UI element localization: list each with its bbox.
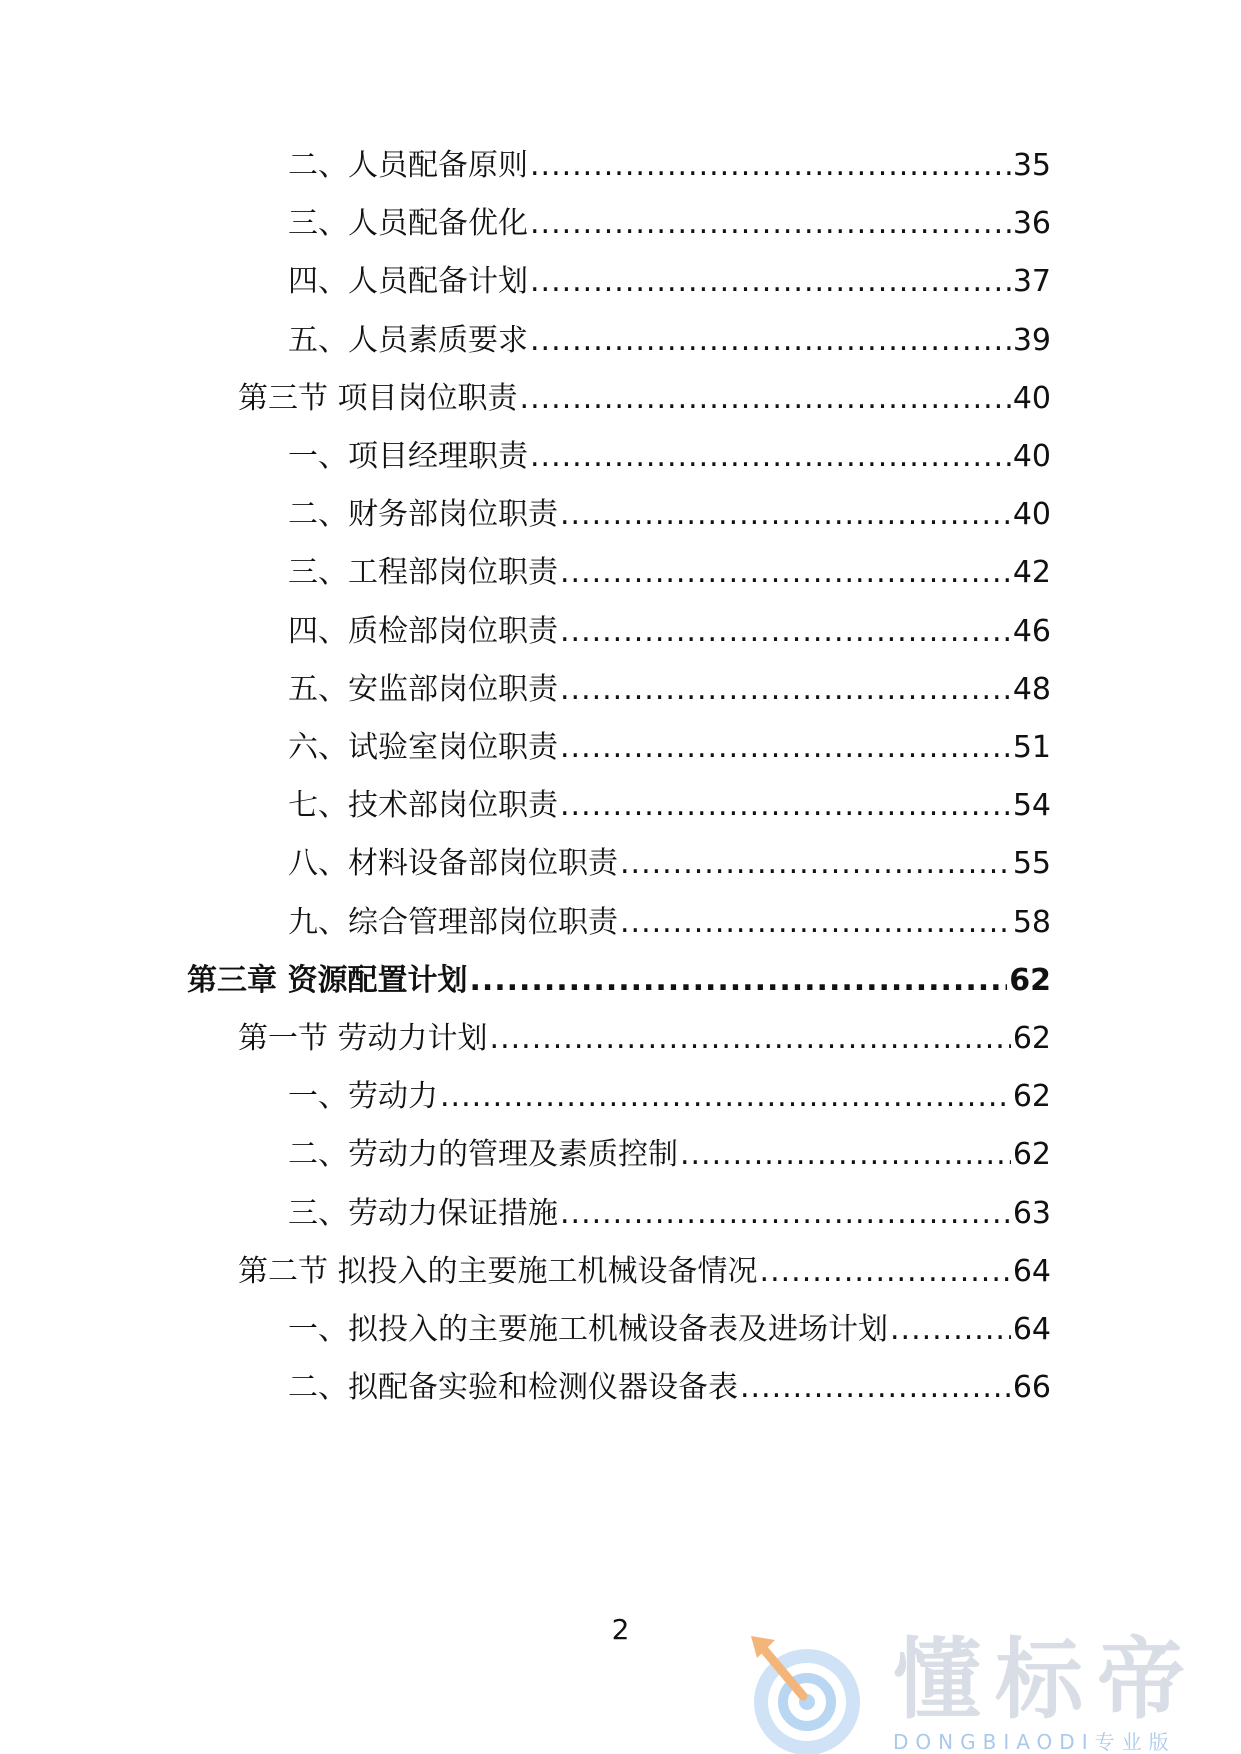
toc-dot-leader: [530, 260, 1011, 304]
toc-entry-page: 40: [1012, 497, 1051, 533]
toc-entry-page: 63: [1012, 1195, 1051, 1231]
toc-entry-page: 62: [1012, 1079, 1051, 1115]
toc-entry[interactable]: [238, 1250, 1051, 1294]
toc-entry-page: 51: [1012, 730, 1051, 765]
toc-entry-title: 八、材料设备部岗位职责: [288, 846, 618, 882]
toc-entry-page: 62: [1012, 1137, 1051, 1173]
toc-entry-title: 五、人员素质要求: [288, 322, 528, 358]
toc-entry[interactable]: [288, 202, 1051, 246]
toc-entry[interactable]: [288, 901, 1051, 945]
toc-entry[interactable]: [288, 435, 1051, 479]
toc-entry-title: 二、人员配备原则: [288, 148, 528, 183]
toc-entry-title: 第二节 拟投入的主要施工机械设备情况: [238, 1253, 758, 1289]
toc-entry-page: 66: [1012, 1370, 1051, 1406]
toc-entry-title: 二、财务部岗位职责: [288, 497, 558, 533]
toc-dot-leader: [680, 1133, 1011, 1177]
toc-entry[interactable]: [288, 1192, 1051, 1236]
toc-entry-page: 58: [1012, 904, 1051, 940]
watermark-subtitle: DONGBIAODI专业版: [893, 1730, 1176, 1754]
toc-entry-title: 一、劳动力: [288, 1079, 438, 1115]
toc-entry[interactable]: [288, 668, 1051, 712]
toc-dot-leader: [890, 1308, 1011, 1352]
toc-dot-leader: [530, 319, 1011, 363]
toc-entry-title: 四、人员配备计划: [288, 264, 528, 300]
toc-dot-leader: [560, 1192, 1011, 1236]
toc-entry-page: 36: [1012, 206, 1051, 242]
toc-entry-page: 42: [1012, 555, 1051, 591]
toc-entry-title: 六、试验室岗位职责: [288, 730, 558, 765]
toc-entry-title: 三、工程部岗位职责: [288, 555, 558, 591]
toc-dot-leader: [560, 784, 1011, 828]
toc-entry-page: 48: [1012, 671, 1051, 707]
toc-entry-title: 五、安监部岗位职责: [288, 671, 558, 707]
toc-dot-leader: [530, 435, 1011, 479]
toc-entry[interactable]: [288, 493, 1051, 537]
toc-entry-page: 64: [1012, 1312, 1051, 1347]
toc-entry[interactable]: [288, 144, 1051, 188]
toc-entry[interactable]: [288, 1308, 1051, 1352]
toc-entry[interactable]: [238, 1017, 1051, 1061]
toc-dot-leader: [530, 144, 1011, 188]
toc-entry-title: 三、人员配备优化: [288, 206, 528, 242]
toc-entry-page: 55: [1012, 846, 1051, 882]
toc-entry-title: 一、拟投入的主要施工机械设备表及进场计划: [288, 1312, 888, 1347]
toc-dot-leader: [760, 1250, 1011, 1294]
toc-entry[interactable]: [187, 959, 1051, 1003]
toc-entry[interactable]: [288, 784, 1051, 828]
toc-entry-title: 二、拟配备实验和检测仪器设备表: [288, 1370, 738, 1406]
toc-entry-title: 一、项目经理职责: [288, 439, 528, 474]
toc-entry-title: 第三节 项目岗位职责: [238, 380, 518, 416]
toc-entry-title: 第三章 资源配置计划: [187, 962, 468, 998]
watermark-brand: 懂标帝: [893, 1628, 1200, 1731]
toc-entry-page: 35: [1012, 148, 1051, 183]
toc-entry-title: 二、劳动力的管理及素质控制: [288, 1137, 678, 1173]
toc-dot-leader: [440, 1075, 1011, 1119]
toc-entry[interactable]: [288, 1366, 1051, 1410]
toc-entry[interactable]: [288, 610, 1051, 654]
toc-entry-page: 64: [1012, 1253, 1051, 1289]
toc-dot-leader: [490, 1017, 1011, 1061]
brand-watermark: [745, 1630, 1220, 1754]
target-arrow-icon: [745, 1630, 875, 1754]
toc-entry-title: 四、质检部岗位职责: [288, 613, 558, 649]
toc-entry-page: 54: [1012, 788, 1051, 824]
toc-entry-page: 39: [1012, 322, 1051, 358]
page-number: 2: [611, 1613, 630, 1646]
toc-entry[interactable]: [288, 260, 1051, 304]
toc-entry[interactable]: [288, 726, 1051, 770]
toc-entry-page: 40: [1012, 380, 1051, 416]
toc-entry-page: 40: [1012, 439, 1051, 474]
toc-entry-title: 第一节 劳动力计划: [238, 1021, 488, 1056]
toc-dot-leader: [520, 377, 1011, 421]
toc-entry-title: 七、技术部岗位职责: [288, 788, 558, 824]
toc-entry[interactable]: [288, 319, 1051, 363]
toc-entry-page: 46: [1012, 613, 1051, 649]
toc-dot-leader: [560, 610, 1011, 654]
toc-entry-page: 62: [1012, 1021, 1051, 1056]
toc-dot-leader: [560, 551, 1011, 595]
toc-entry-page: 62: [1009, 962, 1051, 998]
toc-entry[interactable]: [288, 1075, 1051, 1119]
toc-dot-leader: [740, 1366, 1011, 1410]
toc-entry[interactable]: [288, 842, 1051, 886]
toc-dot-leader: [560, 668, 1011, 712]
toc-dot-leader: [620, 842, 1011, 886]
toc-entry[interactable]: [288, 1133, 1051, 1177]
toc-dot-leader: [560, 726, 1011, 770]
toc-dot-leader: [469, 959, 1007, 1003]
toc-entry[interactable]: [238, 377, 1051, 421]
toc-entry-page: 37: [1012, 264, 1051, 300]
toc-entry-title: 三、劳动力保证措施: [288, 1195, 558, 1231]
toc-dot-leader: [530, 202, 1011, 246]
toc-dot-leader: [560, 493, 1011, 537]
toc-entry-title: 九、综合管理部岗位职责: [288, 904, 618, 940]
toc-dot-leader: [620, 901, 1011, 945]
toc-entry[interactable]: [288, 551, 1051, 595]
